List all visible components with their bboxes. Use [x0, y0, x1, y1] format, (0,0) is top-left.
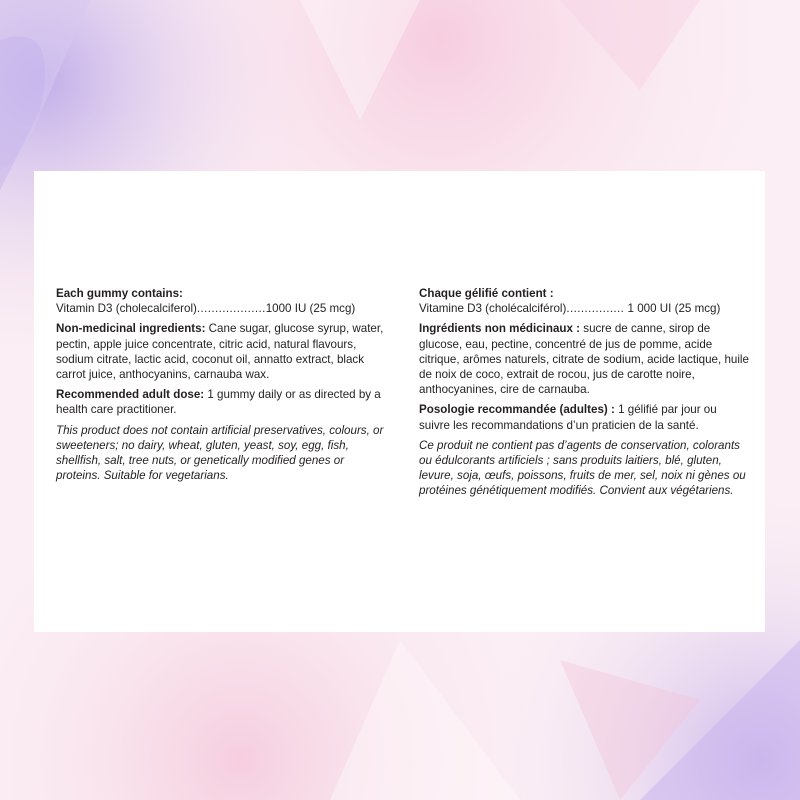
leader-dots: ................... [196, 302, 266, 316]
english-column [56, 286, 386, 483]
non-medicinal-text-fr: sucre de canne, sirop de glucose, eau, pectine, concentré de jus de pomme, acide citrique, arômes naturels, citrate de sodium, acide lactique, huile de noix de coco, extrait de rocou, jus de carotte noire, anthocyanines, cire de carnauba. [419, 322, 749, 397]
contains-heading-fr: Chaque gélifié contient : [419, 287, 554, 300]
dose-text: 1 gummy daily or as directed by a health care practitioner. [56, 388, 381, 417]
ingredient-line [56, 301, 386, 316]
non-medicinal-ingredients-fr [419, 321, 749, 397]
ingredient-amount: 1000 IU (25 mcg) [265, 302, 356, 316]
french-column [419, 286, 749, 499]
leader-dots-fr: ................ [566, 302, 625, 316]
ingredient-name: Vitamin D3 (cholecalciferol) [56, 302, 197, 316]
non-medicinal-label: Non-medicinal ingredients: [56, 322, 206, 336]
ingredient-name-fr: Vitamine D3 (cholécalciférol) [419, 302, 567, 316]
non-medicinal-text: Cane sugar, glucose syrup, water, pectin, apple juice concentrate, citric acid, natural flavours, sodium citrate, lactic acid, coconut oil, annatto extract, black carrot juice, anthocyanins, carnauba wax. [56, 322, 384, 382]
recommended-dose-fr [419, 402, 749, 432]
dose-text-fr: 1 gélifié par jour ou suivre les recommandations d’un praticien de la santé. [419, 403, 717, 432]
dose-label: Recommended adult dose: [56, 388, 205, 402]
allergen-note-fr: Ce produit ne contient pas d’agents de conservation, colorants ou édulcorants artificiels ; sans produits laitiers, blé, gluten, levure, soja, œufs, poissons, fruits de mer, sel, noix ni gènes ou protéines génétiquement modifiés. Convient aux végétariens. [419, 438, 746, 498]
dose-label-fr: Posologie recommandée (adultes) : [419, 403, 615, 417]
supplement-facts-panel [34, 171, 765, 632]
allergen-note: This product does not contain artificial preservatives, colours, or sweeteners; no dairy, wheat, gluten, yeast, soy, egg, fish, shellfish, salt, tree nuts, or genetically modified genes or proteins. Suitable for vegetarians. [56, 423, 384, 483]
non-medicinal-ingredients [56, 321, 386, 382]
ingredient-amount-fr: 1 000 UI (25 mcg) [627, 302, 721, 316]
non-medicinal-label-fr: Ingrédients non médicinaux : [419, 322, 581, 336]
recommended-dose [56, 387, 386, 417]
ingredient-line-fr [419, 301, 749, 316]
contains-heading: Each gummy contains: [56, 287, 183, 300]
